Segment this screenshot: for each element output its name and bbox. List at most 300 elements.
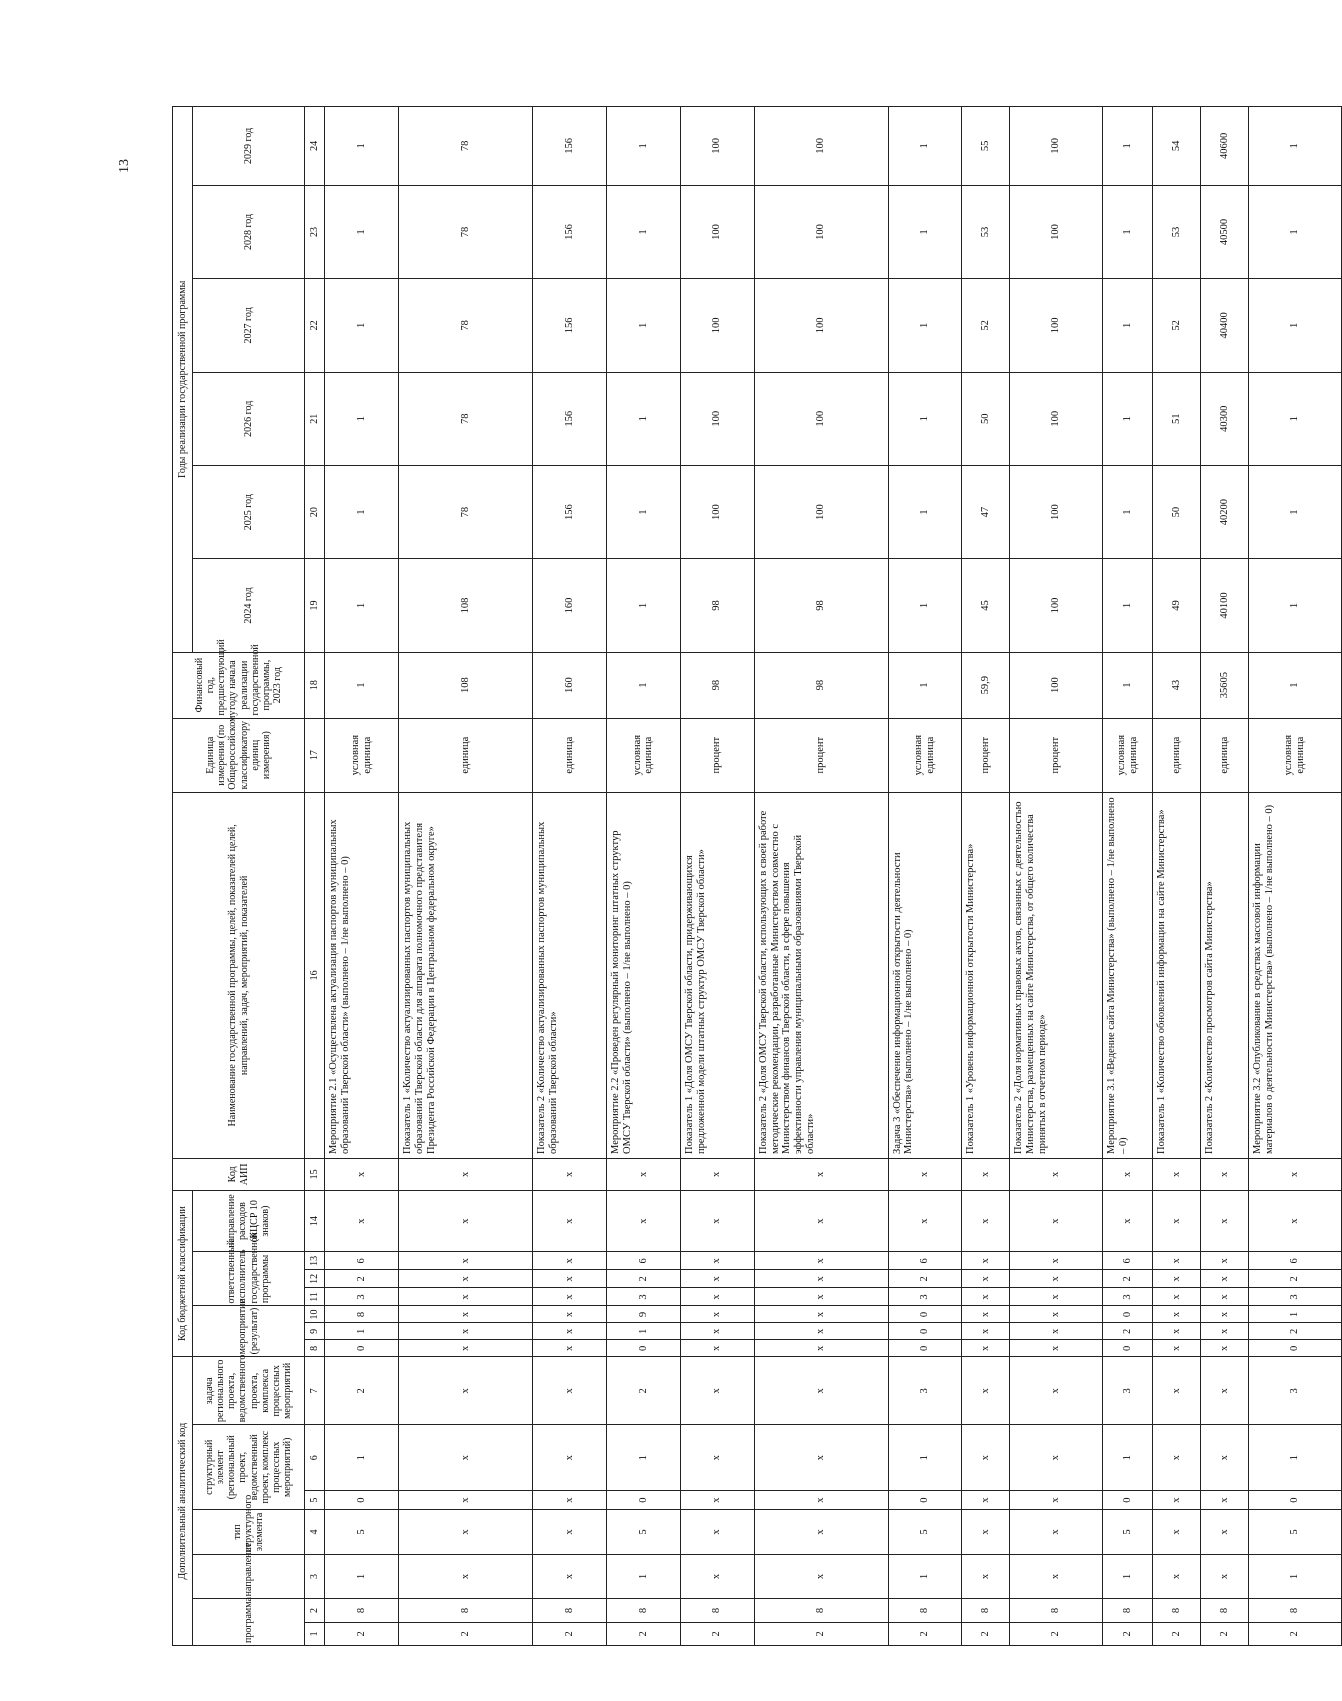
header-year-2029: 2029 год (193, 107, 305, 186)
value-cell: 108 (399, 559, 533, 652)
code-cell: 5 (1103, 1510, 1153, 1555)
code-cell: 3 (325, 1288, 399, 1306)
header-tip: тип структурного элемента (193, 1510, 305, 1555)
code-cell: х (399, 1491, 533, 1510)
value-cell: 100 (1010, 559, 1103, 652)
column-number: 18 (305, 652, 325, 718)
value-cell: 100 (754, 465, 888, 558)
indicator-name-cell: Задача 3 «Обеспечение информационной открытости деятельности Министерства» (выполнено – 1/не выполнено – 0) (888, 792, 962, 1158)
table-row (1248, 107, 1341, 1646)
header-rashod: направление расходов (КЦСР 10 знаков) (193, 1190, 305, 1252)
value-cell: 1 (325, 652, 399, 718)
column-number: 7 (305, 1357, 325, 1425)
code-cell: 1 (888, 1425, 962, 1491)
code-cell: х (1010, 1270, 1103, 1288)
code-cell: х (1201, 1491, 1249, 1510)
unit-cell: условная единица (606, 718, 680, 792)
aip-cell: х (1248, 1158, 1341, 1190)
code-cell: 1 (1103, 1425, 1153, 1491)
code-cell: х (532, 1357, 606, 1425)
code-cell: х (680, 1323, 754, 1340)
column-number: 23 (305, 185, 325, 278)
table-body (305, 107, 1342, 1646)
column-number: 14 (305, 1190, 325, 1252)
column-number: 2 (305, 1599, 325, 1622)
column-number: 13 (305, 1252, 325, 1270)
code-cell: х (532, 1425, 606, 1491)
header-year-2025: 2025 год (193, 465, 305, 558)
code-cell: 0 (1248, 1491, 1341, 1510)
code-cell: х (962, 1357, 1010, 1425)
value-cell: 43 (1153, 652, 1201, 718)
code-cell: х (962, 1252, 1010, 1270)
page-number: 13 (117, 159, 132, 173)
code-cell: х (962, 1190, 1010, 1252)
header-zadacha: задача регионального проекта, ведомственного проекта, комплекса процессных мероприятий (193, 1357, 305, 1425)
indicator-name-cell: Показатель 1 «Уровень информационной открытости Министерства» (962, 792, 1010, 1158)
code-cell: х (532, 1340, 606, 1357)
code-cell: х (1201, 1270, 1249, 1288)
code-cell: х (1010, 1425, 1103, 1491)
code-cell: 8 (399, 1599, 533, 1622)
header-year-2026: 2026 год (193, 372, 305, 465)
code-cell: х (399, 1190, 533, 1252)
value-cell: 1 (888, 652, 962, 718)
indicator-name-cell: Мероприятие 3.1 «Ведение сайта Министерства» (выполнено – 1/не выполнено – 0) (1103, 792, 1153, 1158)
code-cell: 2 (606, 1622, 680, 1645)
unit-cell: единица (1153, 718, 1201, 792)
column-number: 16 (305, 792, 325, 1158)
value-cell: 100 (680, 372, 754, 465)
value-cell: 1 (1103, 185, 1153, 278)
value-cell: 49 (1153, 559, 1201, 652)
value-cell: 1 (1103, 465, 1153, 558)
code-cell: 8 (1248, 1599, 1341, 1622)
indicator-name-cell: Показатель 1 «Доля ОМСУ Тверской области, придерживающихся предложенной модели штатных структур ОМСУ Тверской области» (680, 792, 754, 1158)
table-row (325, 107, 399, 1646)
unit-cell: процент (754, 718, 888, 792)
value-cell: 100 (754, 107, 888, 186)
value-cell: 1 (1248, 465, 1341, 558)
code-cell: 5 (888, 1510, 962, 1555)
code-cell: х (1201, 1190, 1249, 1252)
value-cell: 50 (962, 372, 1010, 465)
value-cell: 40600 (1201, 107, 1249, 186)
column-number: 17 (305, 718, 325, 792)
code-cell: 1 (325, 1554, 399, 1599)
code-cell: х (1010, 1323, 1103, 1340)
code-cell: 1 (1248, 1554, 1341, 1599)
code-cell: х (1153, 1288, 1201, 1306)
value-cell: 100 (1010, 652, 1103, 718)
code-cell: 0 (888, 1491, 962, 1510)
value-cell: 50 (1153, 465, 1201, 558)
code-cell: х (606, 1190, 680, 1252)
value-cell: 98 (754, 652, 888, 718)
code-cell: 1 (606, 1425, 680, 1491)
indicator-name-cell: Показатель 2 «Количество просмотров сайта Министерства» (1201, 792, 1249, 1158)
code-cell: 2 (754, 1622, 888, 1645)
code-cell: х (1201, 1288, 1249, 1306)
code-cell: х (1248, 1190, 1341, 1252)
value-cell: 98 (680, 652, 754, 718)
code-cell: 0 (325, 1340, 399, 1357)
code-cell: х (680, 1252, 754, 1270)
column-number: 6 (305, 1425, 325, 1491)
value-cell: 100 (754, 185, 888, 278)
code-cell: 2 (606, 1270, 680, 1288)
code-cell: 1 (1103, 1554, 1153, 1599)
header-budget-code: Код бюджетной классификации (173, 1190, 193, 1357)
value-cell: 1 (606, 107, 680, 186)
code-cell: х (1201, 1357, 1249, 1425)
column-number: 12 (305, 1270, 325, 1288)
code-cell: 9 (606, 1306, 680, 1323)
code-cell: 8 (1153, 1599, 1201, 1622)
code-cell: х (1010, 1357, 1103, 1425)
table-row (1010, 107, 1103, 1646)
unit-cell: единица (1201, 718, 1249, 792)
value-cell: 1 (1103, 372, 1153, 465)
code-cell: 0 (606, 1491, 680, 1510)
code-cell: х (680, 1190, 754, 1252)
code-cell: х (754, 1491, 888, 1510)
code-cell: 3 (1103, 1288, 1153, 1306)
header-meropriyatie: мероприятие (результат) (193, 1306, 305, 1357)
header-name: Наименование государственной программы, целей, показателей целей, направлений, задач, мероприятий, показателей (173, 792, 305, 1158)
value-cell: 156 (532, 107, 606, 186)
code-cell: х (1153, 1357, 1201, 1425)
code-cell: 2 (1248, 1622, 1341, 1645)
code-cell: х (962, 1491, 1010, 1510)
value-cell: 1 (606, 559, 680, 652)
code-cell: х (680, 1306, 754, 1323)
code-cell: х (1153, 1340, 1201, 1357)
code-cell: х (532, 1306, 606, 1323)
table-row (1201, 107, 1249, 1646)
code-cell: 3 (888, 1288, 962, 1306)
code-cell: 6 (1248, 1252, 1341, 1270)
code-cell: х (532, 1491, 606, 1510)
code-cell: х (1103, 1190, 1153, 1252)
value-cell: 1 (888, 279, 962, 372)
value-cell: 54 (1153, 107, 1201, 186)
code-cell: 3 (1248, 1288, 1341, 1306)
column-number: 15 (305, 1158, 325, 1190)
code-cell: 3 (1248, 1357, 1341, 1425)
column-number: 24 (305, 107, 325, 186)
header-struct: структурный элемент (региональный проект, ведомственный проект, комплекс процессных мероприятий) (193, 1425, 305, 1510)
code-cell: 1 (888, 1554, 962, 1599)
code-cell: 8 (325, 1599, 399, 1622)
value-cell: 100 (1010, 372, 1103, 465)
indicator-name-cell: Мероприятие 2.1 «Осуществлена актуализация паспортов муниципальных образований Тверской области» (выполнено – 1/не выполнено – 0) (325, 792, 399, 1158)
value-cell: 35605 (1201, 652, 1249, 718)
code-cell: х (1010, 1491, 1103, 1510)
code-cell: х (754, 1190, 888, 1252)
code-cell: х (680, 1288, 754, 1306)
code-cell: 6 (1103, 1252, 1153, 1270)
code-cell: х (1153, 1270, 1201, 1288)
value-cell: 1 (1248, 185, 1341, 278)
value-cell: 1 (1248, 372, 1341, 465)
value-cell: 51 (1153, 372, 1201, 465)
code-cell: 2 (888, 1622, 962, 1645)
code-cell: х (1010, 1288, 1103, 1306)
aip-cell: х (325, 1158, 399, 1190)
code-cell: 8 (754, 1599, 888, 1622)
aip-cell: х (532, 1158, 606, 1190)
code-cell: х (1201, 1425, 1249, 1491)
code-cell: х (1010, 1190, 1103, 1252)
code-cell: х (325, 1190, 399, 1252)
header-napravlenie: направление (193, 1554, 305, 1599)
table-row (888, 107, 962, 1646)
code-cell: 1 (1248, 1306, 1341, 1323)
table-row (1103, 107, 1153, 1646)
code-cell: х (399, 1288, 533, 1306)
value-cell: 100 (680, 185, 754, 278)
column-number: 22 (305, 279, 325, 372)
value-cell: 1 (325, 279, 399, 372)
code-cell: 2 (680, 1622, 754, 1645)
code-cell: х (1153, 1252, 1201, 1270)
code-cell: х (754, 1252, 888, 1270)
value-cell: 1 (1103, 279, 1153, 372)
code-cell: х (754, 1288, 888, 1306)
unit-cell: условная единица (325, 718, 399, 792)
value-cell: 40200 (1201, 465, 1249, 558)
code-cell: 2 (1103, 1323, 1153, 1340)
value-cell: 1 (606, 185, 680, 278)
code-cell: 2 (1248, 1270, 1341, 1288)
value-cell: 40400 (1201, 279, 1249, 372)
code-cell: х (399, 1252, 533, 1270)
column-number: 20 (305, 465, 325, 558)
code-cell: х (888, 1190, 962, 1252)
code-cell: х (680, 1510, 754, 1555)
value-cell: 108 (399, 652, 533, 718)
unit-cell: условная единица (888, 718, 962, 792)
column-number: 9 (305, 1323, 325, 1340)
aip-cell: х (399, 1158, 533, 1190)
code-cell: х (1201, 1323, 1249, 1340)
code-cell: 0 (1248, 1340, 1341, 1357)
code-cell: х (1201, 1252, 1249, 1270)
value-cell: 40300 (1201, 372, 1249, 465)
value-cell: 53 (962, 185, 1010, 278)
aip-cell: х (962, 1158, 1010, 1190)
code-cell: 3 (1103, 1357, 1153, 1425)
value-cell: 100 (1010, 107, 1103, 186)
code-cell: х (680, 1491, 754, 1510)
value-cell: 100 (680, 279, 754, 372)
code-cell: х (532, 1288, 606, 1306)
column-number-row (305, 107, 325, 1646)
code-cell: 2 (325, 1270, 399, 1288)
code-cell: 0 (888, 1323, 962, 1340)
code-cell: 2 (1153, 1622, 1201, 1645)
value-cell: 1 (1248, 279, 1341, 372)
value-cell: 156 (532, 465, 606, 558)
code-cell: 0 (325, 1491, 399, 1510)
unit-cell: единица (399, 718, 533, 792)
code-cell: х (399, 1340, 533, 1357)
value-cell: 78 (399, 465, 533, 558)
value-cell: 1 (606, 372, 680, 465)
code-cell: х (532, 1190, 606, 1252)
code-cell: 2 (962, 1622, 1010, 1645)
code-cell: 8 (888, 1599, 962, 1622)
code-cell: 8 (962, 1599, 1010, 1622)
program-indicators-table (172, 106, 1342, 1646)
value-cell: 156 (532, 372, 606, 465)
value-cell: 98 (680, 559, 754, 652)
code-cell: х (1153, 1425, 1201, 1491)
code-cell: 2 (1103, 1270, 1153, 1288)
aip-cell: х (1201, 1158, 1249, 1190)
aip-cell: х (754, 1158, 888, 1190)
code-cell: х (1153, 1323, 1201, 1340)
code-cell: 2 (1248, 1323, 1341, 1340)
code-cell: 2 (532, 1622, 606, 1645)
unit-cell: условная единица (1248, 718, 1341, 792)
code-cell: 1 (1248, 1425, 1341, 1491)
code-cell: 3 (888, 1357, 962, 1425)
code-cell: х (680, 1554, 754, 1599)
code-cell: х (1010, 1252, 1103, 1270)
table-row (399, 107, 533, 1646)
code-cell: х (1010, 1340, 1103, 1357)
indicator-name-cell: Мероприятие 2.2 «Проведен регулярный мониторинг штатных структур ОМСУ Тверской области» (выполнено – 1/не выполнено – 0) (606, 792, 680, 1158)
code-cell: х (532, 1323, 606, 1340)
value-cell: 78 (399, 372, 533, 465)
code-cell: 2 (888, 1270, 962, 1288)
code-cell: х (962, 1554, 1010, 1599)
code-cell: 8 (680, 1599, 754, 1622)
value-cell: 45 (962, 559, 1010, 652)
code-cell: х (399, 1554, 533, 1599)
header-year-2027: 2027 год (193, 279, 305, 372)
value-cell: 1 (1103, 559, 1153, 652)
code-cell: х (962, 1323, 1010, 1340)
code-cell: 8 (1010, 1599, 1103, 1622)
value-cell: 1 (1103, 107, 1153, 186)
value-cell: 59,9 (962, 652, 1010, 718)
code-cell: х (754, 1554, 888, 1599)
code-cell: х (754, 1323, 888, 1340)
code-cell: 2 (1201, 1622, 1249, 1645)
value-cell: 1 (606, 652, 680, 718)
header-year-2028: 2028 год (193, 185, 305, 278)
value-cell: 1 (1103, 652, 1153, 718)
code-cell: х (1201, 1306, 1249, 1323)
column-number: 8 (305, 1340, 325, 1357)
code-cell: х (1153, 1190, 1201, 1252)
column-number: 21 (305, 372, 325, 465)
code-cell: х (962, 1510, 1010, 1555)
code-cell: 2 (399, 1622, 533, 1645)
value-cell: 156 (532, 279, 606, 372)
code-cell: х (399, 1357, 533, 1425)
code-cell: х (532, 1510, 606, 1555)
value-cell: 160 (532, 652, 606, 718)
code-cell: 1 (606, 1323, 680, 1340)
value-cell: 1 (325, 107, 399, 186)
code-cell: х (680, 1270, 754, 1288)
column-number: 3 (305, 1554, 325, 1599)
value-cell: 100 (1010, 185, 1103, 278)
value-cell: 1 (888, 559, 962, 652)
code-cell: 8 (325, 1306, 399, 1323)
value-cell: 52 (962, 279, 1010, 372)
value-cell: 1 (606, 279, 680, 372)
code-cell: х (754, 1425, 888, 1491)
code-cell: х (1153, 1306, 1201, 1323)
code-cell: 8 (1201, 1599, 1249, 1622)
aip-cell: х (606, 1158, 680, 1190)
aip-cell: х (680, 1158, 754, 1190)
table-row (1153, 107, 1201, 1646)
value-cell: 1 (1248, 559, 1341, 652)
code-cell: х (1201, 1510, 1249, 1555)
header-aip: Код АИП (173, 1158, 305, 1190)
code-cell: х (1153, 1554, 1201, 1599)
value-cell: 55 (962, 107, 1010, 186)
code-cell: 5 (1248, 1510, 1341, 1555)
header-unit: Единица измерения (по Общероссийскому классификатору единиц измерения) (173, 718, 305, 792)
column-number: 1 (305, 1622, 325, 1645)
value-cell: 53 (1153, 185, 1201, 278)
value-cell: 100 (754, 372, 888, 465)
value-cell: 100 (680, 465, 754, 558)
aip-cell: х (1103, 1158, 1153, 1190)
unit-cell: условная единица (1103, 718, 1153, 792)
table-row (606, 107, 680, 1646)
value-cell: 100 (680, 107, 754, 186)
value-cell: 100 (1010, 279, 1103, 372)
indicator-name-cell: Показатель 1 «Количество обновлений информации на сайте Министерства» (1153, 792, 1201, 1158)
value-cell: 52 (1153, 279, 1201, 372)
indicator-name-cell: Показатель 2 «Доля ОМСУ Тверской области, использующих в своей работе методические рекомендации, разработанные Министерством совместно с Министерством финансов Тверской области, в сфере повышения эффективности управления муниципальными образованиями Тверской области» (754, 792, 888, 1158)
value-cell: 98 (754, 559, 888, 652)
unit-cell: процент (1010, 718, 1103, 792)
code-cell: х (680, 1425, 754, 1491)
value-cell: 100 (1010, 465, 1103, 558)
code-cell: 6 (606, 1252, 680, 1270)
column-number: 11 (305, 1288, 325, 1306)
aip-cell: х (1153, 1158, 1201, 1190)
value-cell: 1 (888, 185, 962, 278)
header-otvet: ответственный исполнитель государственной программы (193, 1252, 305, 1306)
code-cell: х (1010, 1554, 1103, 1599)
value-cell: 1 (1248, 107, 1341, 186)
code-cell: 1 (606, 1554, 680, 1599)
code-cell: 2 (325, 1357, 399, 1425)
rotated-landscape-table-container (172, 106, 1342, 1646)
code-cell: х (962, 1340, 1010, 1357)
code-cell: 5 (325, 1510, 399, 1555)
code-cell: х (680, 1340, 754, 1357)
value-cell: 78 (399, 107, 533, 186)
code-cell: 2 (1103, 1622, 1153, 1645)
header-year-2024: 2024 год (193, 559, 305, 652)
code-cell: х (532, 1252, 606, 1270)
code-cell: 5 (606, 1510, 680, 1555)
code-cell: 0 (888, 1306, 962, 1323)
code-cell: 2 (1010, 1622, 1103, 1645)
code-cell: х (1010, 1306, 1103, 1323)
